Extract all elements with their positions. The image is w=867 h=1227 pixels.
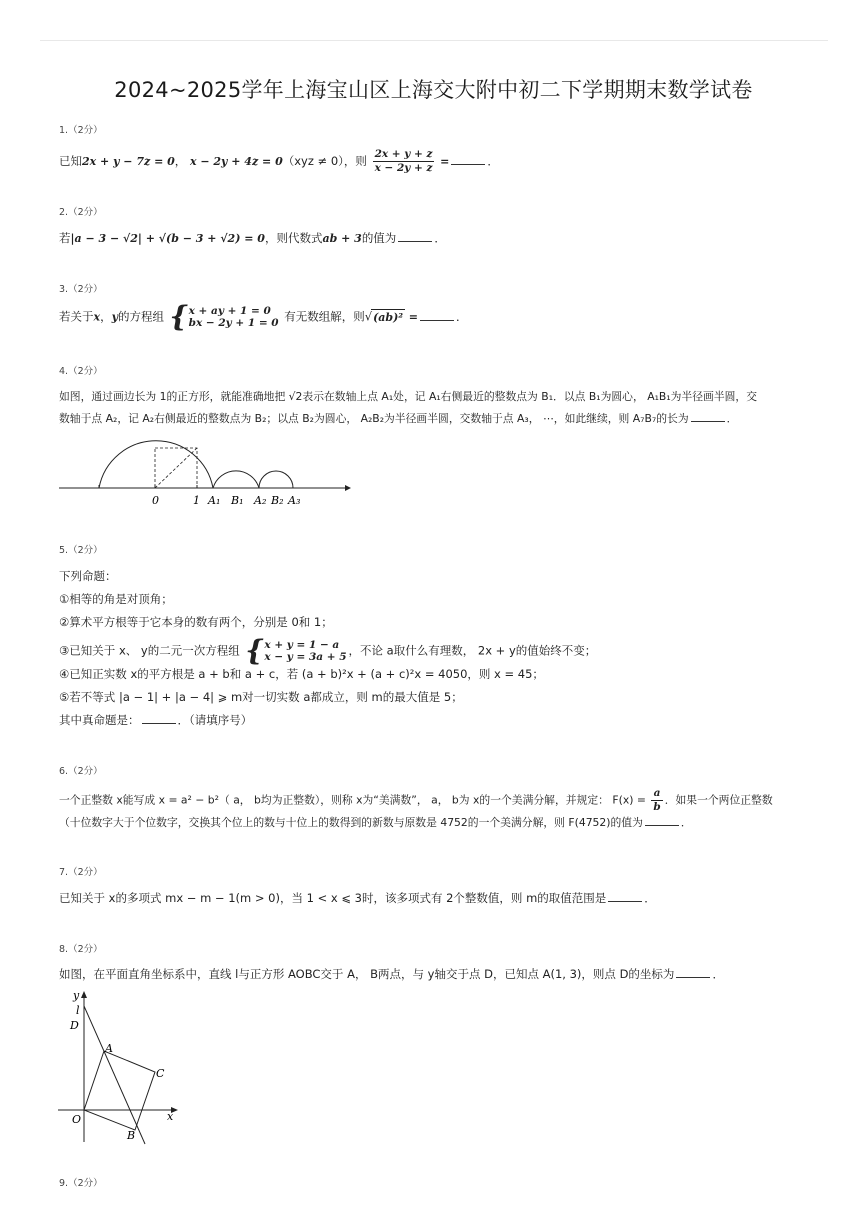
- coordinate-figure: [55, 986, 185, 1146]
- label-x: x: [167, 1110, 174, 1123]
- question-score: （2分）: [68, 125, 103, 136]
- answer-blank[interactable]: [142, 713, 176, 724]
- equation-system: { x + ay + 1 = 0 bx − 2y + 1 = 0: [169, 300, 279, 333]
- question-4-header: 4.（2分）: [59, 366, 103, 377]
- answer-blank[interactable]: [398, 231, 432, 242]
- question-6-line-2: （十位数字大于个位数字，交换其个位上的数与十位上的数得到的新数与原数是 4752的一个美满分解，则 F(4752)的值为 ．: [59, 816, 692, 829]
- label-A: A: [105, 1042, 113, 1055]
- question-4-line-1: 如图，通过画边长为 1的正方形，就能准确地把 √2表示在数轴上点 A₁处，记 A₁右侧最近的整数点为 B₁．以点 B₁为圆心， A₁B₁为半径画半圆，交: [59, 390, 758, 403]
- question-6-line-1: 一个正整数 x能写成 x = a² − b²（ a， b均为正整数），则称 x为“美满数”， a， b为 x的一个美满分解，并规定： F(x) = $\frac{a}{b}$ ．如果一个两位正整数: [59, 787, 773, 813]
- question-9-header: 9.（2分）: [59, 1178, 103, 1189]
- label-O: O: [72, 1113, 82, 1126]
- question-1-body: 已知2x + y − 7z = 0， x − 2y + 4z = 0（xyz ≠ 0），则 $\frac{2x + y + z}{x - 2y + z}$ = ．: [59, 148, 499, 174]
- question-3-header: 3.（2分）: [59, 284, 103, 295]
- question-7-header: 7.（2分）: [59, 867, 103, 878]
- page-title: 2024~2025学年上海宝山区上海交大附中初二下学期期末数学试卷: [114, 78, 753, 102]
- question-5-outro: 其中真命题是： ．（请填序号）: [59, 713, 253, 727]
- question-number: 1.: [59, 125, 69, 136]
- question-5-intro: 下列命题：: [59, 569, 117, 583]
- question-2-body: 若|a − 3 − √2| + √(b − 3 + √2) = 0，则代数式ab + 3的值为 ．: [59, 231, 446, 245]
- question-8-header: 8.（2分）: [59, 944, 103, 955]
- answer-blank[interactable]: [420, 310, 454, 321]
- proposition-2: ②算术平方根等于它本身的数有两个，分别是 0和 1；: [59, 615, 333, 629]
- question-7-body: 已知关于 x的多项式 mx − m − 1(m > 0)，当 1 < x ⩽ 3时，该多项式有 2个整数值，则 m的取值范围是 ．: [59, 891, 656, 905]
- answer-blank[interactable]: [691, 411, 725, 422]
- label-B: B: [127, 1129, 136, 1142]
- question-3-body: 若关于x，y的方程组 { x + ay + 1 = 0 bx − 2y + 1 = 0 有无数组解，则√(ab)² = ．: [59, 300, 468, 333]
- label-D: D: [70, 1019, 79, 1032]
- answer-blank[interactable]: [451, 154, 485, 165]
- question-5-header: 5.（2分）: [59, 545, 103, 556]
- answer-blank[interactable]: [645, 815, 679, 826]
- question-8-body: 如图，在平面直角坐标系中，直线 l与正方形 AOBC交于 A， B两点，与 y轴交于点 D，已知点 A(1, 3)，则点 D的坐标为 ．: [59, 967, 724, 981]
- answer-blank[interactable]: [608, 891, 642, 902]
- equation-system: { x + y = 1 − a x − y = 3a + 5: [245, 634, 347, 667]
- proposition-3: ③已知关于 x、 y的二元一次方程组 { x + y = 1 − a x − y = 3a + 5 ，不论 a取什么有理数， 2x + y的值始终不变；: [59, 634, 597, 667]
- label-B2: B₂: [271, 494, 284, 507]
- label-0: 0: [152, 494, 159, 507]
- label-l: l: [76, 1004, 80, 1017]
- top-divider: [40, 40, 828, 41]
- proposition-5: ⑤若不等式 |a − 1| + |a − 4| ⩾ m对一切实数 a都成立，则 m的最大值是 5；: [59, 690, 463, 704]
- number-line-figure: [55, 428, 355, 510]
- label-y: y: [73, 989, 80, 1002]
- fraction: $\frac{a}{b}$: [653, 787, 661, 813]
- label-C: C: [156, 1067, 165, 1080]
- label-B1: B₁: [231, 494, 244, 507]
- fraction: $\frac{2x + y + z}{x - 2y + z}$: [374, 148, 433, 174]
- label-A1: A₁: [208, 494, 221, 507]
- proposition-4: ④已知正实数 x的平方根是 a + b和 a + c，若 (a + b)²x + (a + c)²x = 4050，则 x = 45；: [59, 667, 544, 681]
- label-1: 1: [193, 494, 200, 507]
- answer-blank[interactable]: [676, 967, 710, 978]
- label-A2: A₂: [254, 494, 267, 507]
- question-4-line-2: 数轴于点 A₂，记 A₂右侧最近的整数点为 B₂；以点 B₂为圆心， A₂B₂为半径画半圆，交数轴于点 A₃， ⋯，如此继续，则 A₇B₇的长为 ．: [59, 412, 738, 425]
- question-1-header: [59, 122, 103, 136]
- label-A3: A₃: [288, 494, 301, 507]
- question-6-header: 6.（2分）: [59, 766, 103, 777]
- proposition-1: ①相等的角是对顶角；: [59, 592, 173, 606]
- question-2-header: 2.（2分）: [59, 207, 103, 218]
